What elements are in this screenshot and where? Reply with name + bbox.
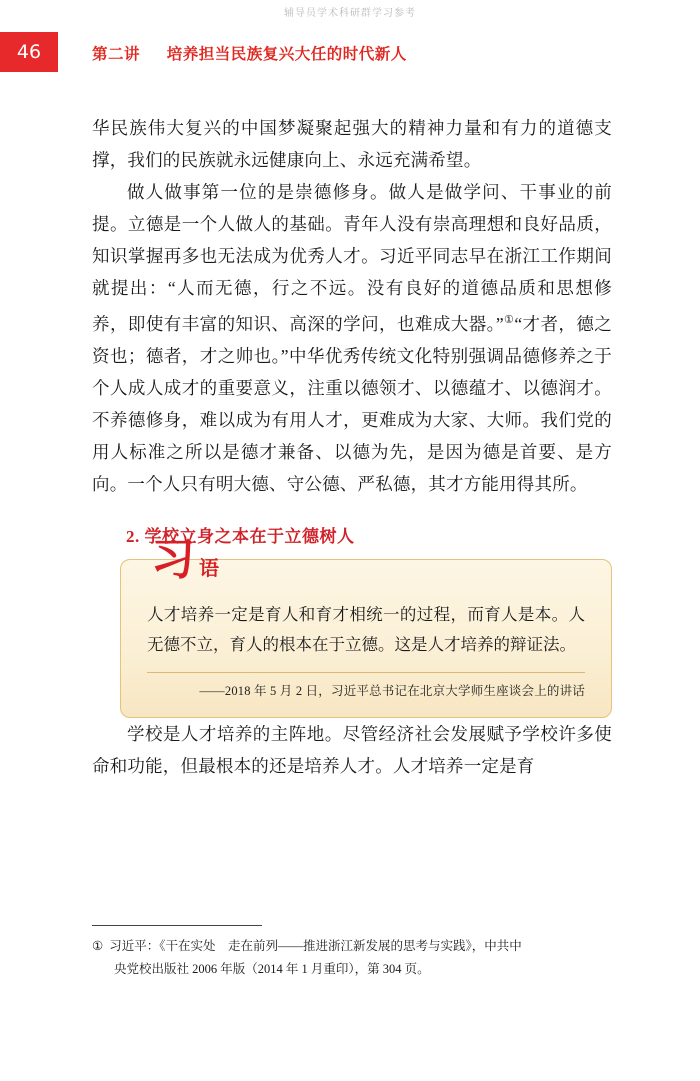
watermark-text: 辅导员学术科研群学习参考: [284, 8, 416, 19]
quote-divider: [147, 672, 585, 673]
footnote-line-1: 习近平：《干在实处 走在前列——推进浙江新发展的思考与实践》，中共中: [109, 939, 522, 953]
chapter-label: 第二讲: [92, 46, 141, 63]
paragraph-continuation: 华民族伟大复兴的中国梦凝聚起强大的精神力量和有力的道德支撑，我们的民族就永远健康向上、永远充满希望。: [92, 118, 612, 170]
xi-yu-badge: [151, 534, 219, 584]
footnote-line-2: 央党校出版社 2006 年版（2014 年 1 月重印），第 304 页。: [114, 962, 430, 976]
paragraph-morality: [92, 176, 612, 500]
paragraph-morality-part1: 做人做事第一位的是崇德修身。做人是做学问、干事业的前提。立德是一个人做人的基础。青年人没有崇高理想和良好品质，知识掌握再多也无法成为优秀人才。习近平同志早在浙江工作期间就提出：“人而无德，行之不远。没有良好的道德品质和思想修养，即使有丰富的知识、高深的学问，也难成大器。”: [92, 182, 612, 334]
chapter-heading: [92, 42, 407, 64]
quote-text: 人才培养一定是育人和育才相统一的过程，而育人是本。人无德不立，育人的根本在于立德。这是人才培养的辩证法。: [147, 604, 585, 654]
footnote-area: [92, 925, 612, 981]
footnote-reference: ①: [503, 314, 515, 326]
yu-character: 语: [199, 557, 219, 580]
section-subheading: 2. 学校立身之本在于立德树人: [126, 526, 355, 546]
footnote-rule: [92, 925, 262, 926]
xi-character: 习: [151, 534, 195, 584]
page-header: [0, 32, 700, 72]
paragraph-morality-part2: “才者，德之资也；德者，才之帅也。”中华优秀传统文化特别强调品德修养之于个人成人成才的重要意义，注重以德领才、以德蕴才、以德润才。不养德修身，难以成为有用人才，更难成为大家、大师。我们党的用人标准之所以是德才兼备、以德为先，是因为德是首要、是方向。一个人只有明大德、守公德、严私德，其才方能用得其所。: [92, 313, 613, 494]
page-number-badge: 46: [0, 32, 58, 72]
footnote-entry: [92, 935, 612, 981]
page-content: [92, 112, 612, 782]
paragraph-school: 学校是人才培养的主阵地。尽管经济社会发展赋予学校许多使命和功能，但最根本的还是培养人才。人才培养一定是育: [92, 723, 612, 776]
chapter-title: 培养担当民族复兴大任的时代新人: [166, 46, 407, 63]
quote-source: ——2018 年 5 月 2 日，习近平总书记在北京大学师生座谈会上的讲话: [199, 683, 585, 698]
footnote-marker: ①: [92, 939, 104, 953]
